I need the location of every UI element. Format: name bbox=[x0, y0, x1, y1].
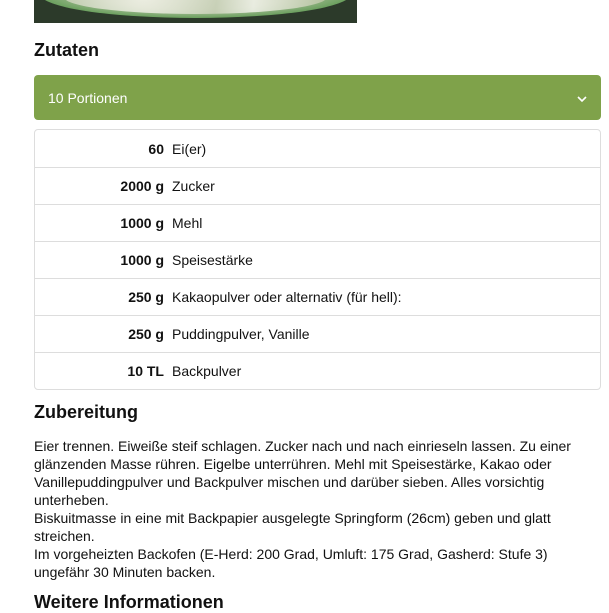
ingredient-amount: 10 TL bbox=[127, 363, 164, 379]
ingredient-name: Backpulver bbox=[172, 363, 242, 379]
preparation-text bbox=[34, 437, 594, 581]
ingredient-row bbox=[35, 315, 600, 352]
ingredient-name: Zucker bbox=[172, 178, 215, 194]
preparation-paragraph: Im vorgeheizten Backofen (E-Herd: 200 Grad, Umluft: 175 Grad, Gasherd: Stufe 3) ungefähr 30 Minuten backen. bbox=[34, 546, 548, 580]
ingredient-row bbox=[35, 204, 600, 241]
ingredient-row bbox=[35, 241, 600, 278]
ingredient-row bbox=[35, 352, 600, 389]
portions-label: 10 Portionen bbox=[48, 89, 128, 106]
ingredient-row bbox=[35, 278, 600, 315]
ingredient-amount: 1000 g bbox=[120, 215, 164, 231]
ingredient-name: Ei(er) bbox=[172, 140, 207, 157]
preparation-paragraph: Eier trennen. Eiweiße steif schlagen. Zucker nach und nach einrieseln lassen. Zu einer glänzenden Masse rühren. Eigelbe unterrühren. Mehl mit Speisestärke, Kakao oder Vanillepuddingpulver und Backpulver mischen und darüber sieben. Alles vorsichtig unterheben. bbox=[34, 438, 571, 508]
ingredient-amount: 60 bbox=[148, 140, 164, 157]
chevron-down-icon bbox=[577, 91, 587, 105]
ingredients-heading: Zutaten bbox=[34, 40, 99, 60]
ingredient-name: Mehl bbox=[172, 215, 203, 231]
ingredient-amount: 2000 g bbox=[120, 178, 164, 194]
ingredient-name: Speisestärke bbox=[172, 252, 253, 268]
ingredients-table bbox=[34, 129, 601, 390]
ingredient-amount: 250 g bbox=[128, 326, 164, 342]
ingredient-row bbox=[35, 130, 600, 167]
ingredient-amount: 1000 g bbox=[120, 252, 164, 268]
preparation-heading: Zubereitung bbox=[34, 402, 138, 422]
ingredient-name: Puddingpulver, Vanille bbox=[172, 326, 310, 342]
recipe-photo bbox=[34, 0, 357, 23]
portions-selector[interactable] bbox=[34, 75, 601, 120]
ingredient-name: Kakaopulver oder alternativ (für hell): bbox=[172, 289, 402, 305]
preparation-paragraph: Biskuitmasse in eine mit Backpapier ausgelegte Springform (26cm) geben und glatt streichen. bbox=[34, 510, 551, 544]
ingredient-row bbox=[35, 167, 600, 204]
more-info-heading: Weitere Informationen bbox=[34, 592, 224, 612]
ingredient-amount: 250 g bbox=[128, 289, 164, 305]
